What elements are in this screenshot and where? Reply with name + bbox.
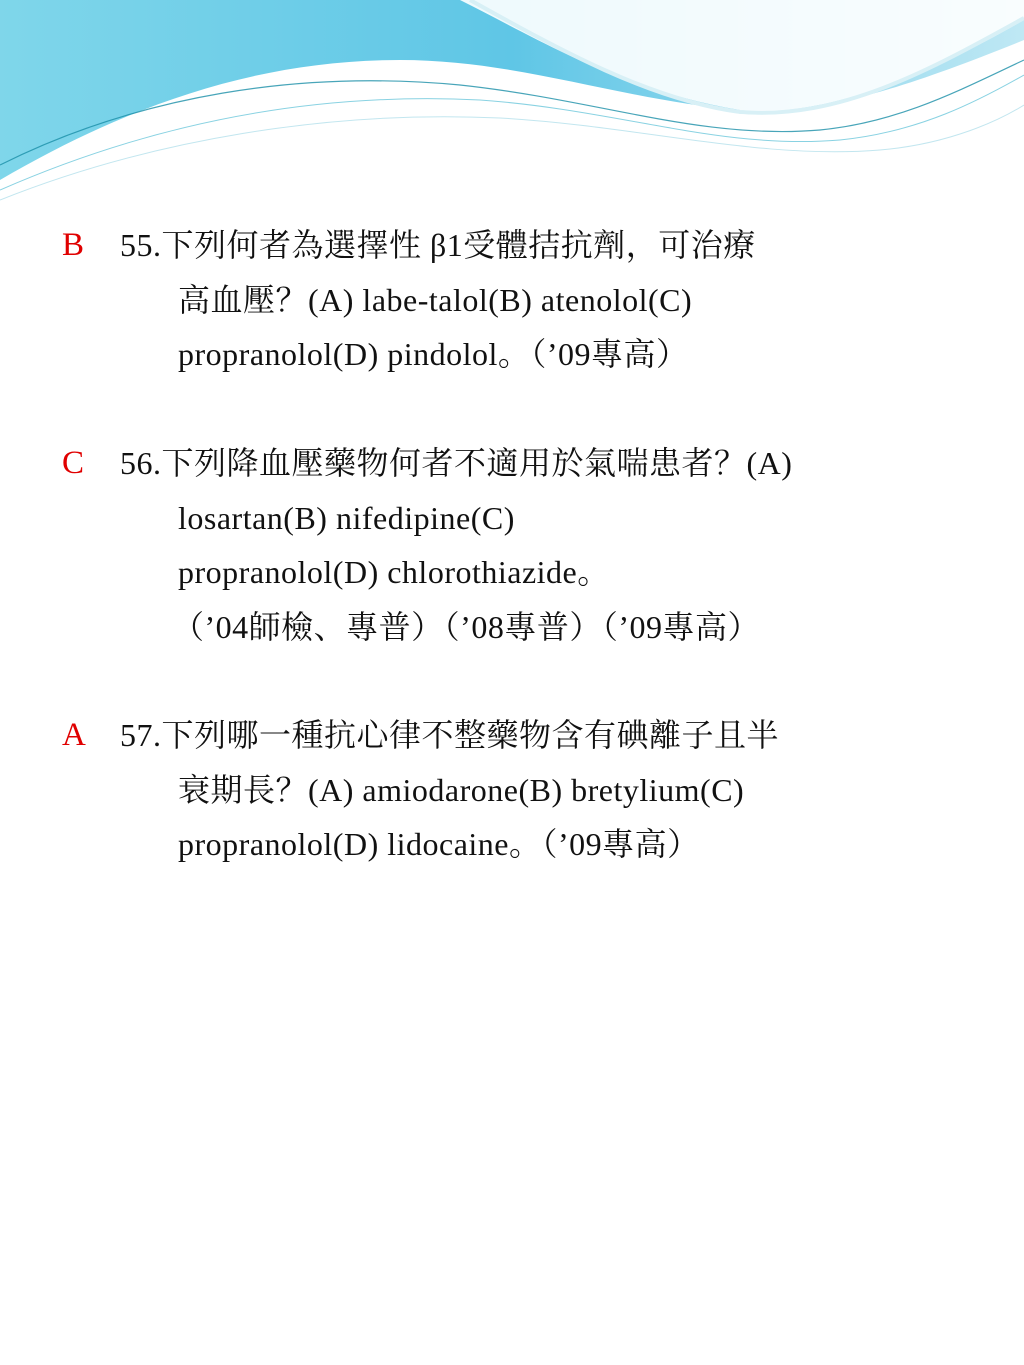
- question-text: [120, 708, 920, 872]
- question-line: losartan(B) nifedipine(C): [178, 499, 515, 536]
- question-line: propranolol(D) chlorothiazide。: [178, 554, 610, 590]
- question-line: propranolol(D) pindolol。（’09專高）: [178, 336, 689, 372]
- answer-letter: C: [62, 445, 85, 481]
- question-line: 57.下列哪一種抗心律不整藥物含有碘離子且半: [120, 717, 780, 753]
- question-line: （’04師檢、專普）（’08專普）（’09專高）: [172, 608, 760, 645]
- header-wave-decoration: [0, 0, 1024, 220]
- question-text: [120, 218, 920, 382]
- answer-letter: B: [62, 227, 85, 263]
- question-line: 55.下列何者為選擇性 β1受體拮抗劑，可治療: [120, 227, 756, 263]
- answer-letter: A: [62, 717, 86, 753]
- question-line: 衰期長？(A) amiodarone(B) bretylium(C): [178, 771, 745, 808]
- question-line: 56.下列降血壓藥物何者不適用於氣喘患者？(A): [120, 445, 793, 481]
- question-line: propranolol(D) lidocaine。（’09專高）: [178, 826, 700, 862]
- question-text: [120, 436, 920, 654]
- question-line: 高血壓？(A) labe-talol(B) atenolol(C): [178, 281, 693, 318]
